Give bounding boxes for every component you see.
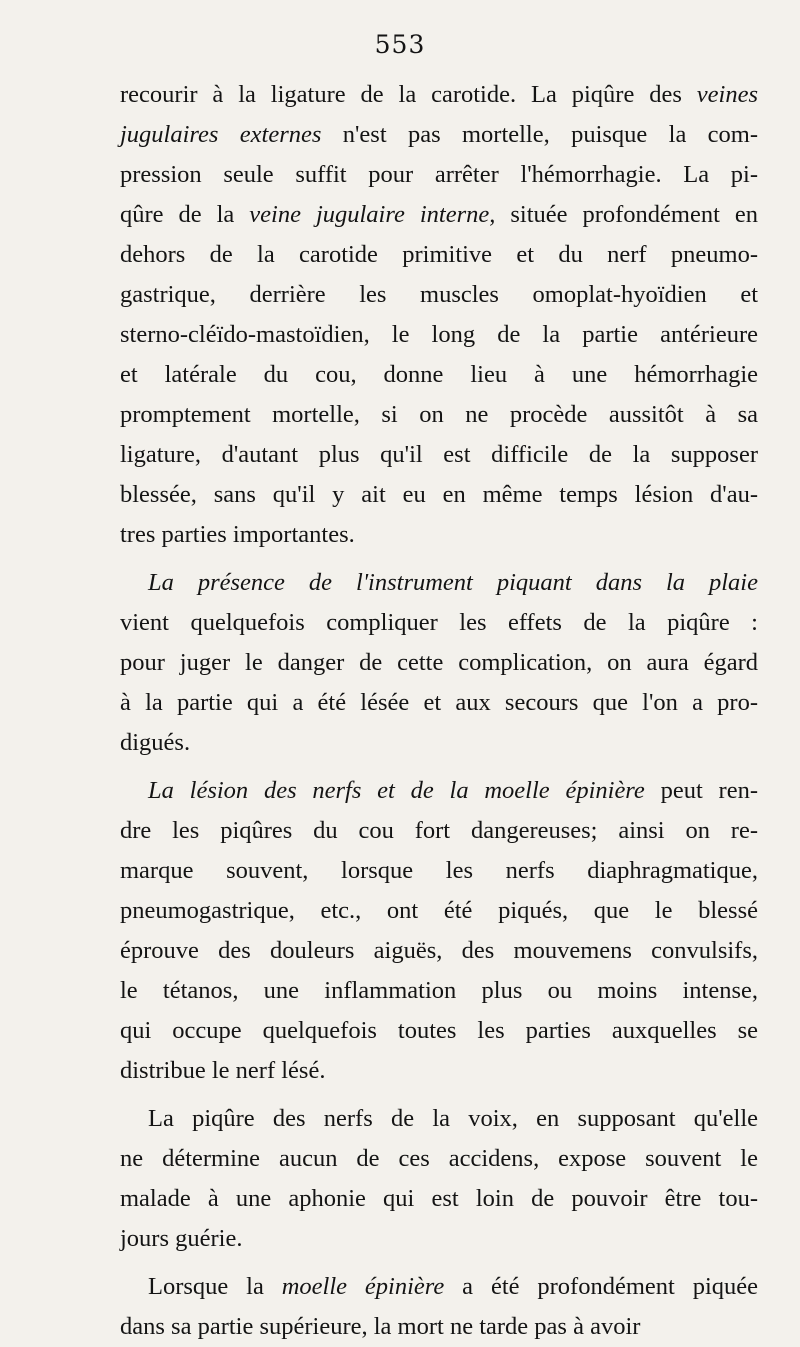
text-line [120, 435, 758, 475]
text-line [120, 1179, 758, 1219]
italic-text: veine jugulaire interne, [249, 201, 496, 228]
text-line [120, 395, 758, 435]
text-line [120, 275, 758, 315]
text-line [120, 1051, 758, 1091]
text-line [120, 971, 758, 1011]
text-line [120, 115, 758, 155]
text-line [120, 475, 758, 515]
text-line [120, 563, 758, 603]
text-segment: dans sa partie supérieure, la mort ne tarde pas à avoir [120, 1313, 641, 1340]
text-line [120, 603, 758, 643]
italic-text: moelle épinière [281, 1273, 445, 1300]
paragraph [120, 75, 758, 555]
text-line [120, 315, 758, 355]
text-line [120, 235, 758, 275]
text-segment: digués. [120, 729, 191, 756]
text-segment: peut ren- [644, 777, 758, 804]
text-line [120, 155, 758, 195]
text-segment: recourir à la ligature de la carotide. La piqûre des [120, 81, 697, 108]
paragraph [120, 563, 758, 763]
body-text [120, 75, 758, 1347]
text-line [120, 75, 758, 115]
text-segment: dre les piqûres du cou fort dangereuses; ainsi on re- [120, 817, 758, 844]
text-segment: tres parties importantes. [120, 521, 355, 548]
text-segment: promptement mortelle, si on ne procède aussitôt à sa [120, 401, 758, 428]
text-line [120, 515, 758, 555]
text-segment: sterno-cléïdo-mastoïdien, le long de la partie antérieure [120, 321, 758, 348]
text-line [120, 355, 758, 395]
text-line [120, 683, 758, 723]
text-segment: qui occupe quelquefois toutes les parties auxquelles se [120, 1017, 758, 1044]
text-segment: jours guérie. [120, 1225, 243, 1252]
text-segment: distribue le nerf lésé. [120, 1057, 326, 1084]
text-segment: ne détermine aucun de ces accidens, expose souvent le [120, 1145, 758, 1172]
text-segment: à la partie qui a été lésée et aux secours que l'on a pro- [120, 689, 758, 716]
paragraph [120, 771, 758, 1091]
paragraph [120, 1267, 758, 1347]
text-line [120, 1307, 758, 1347]
text-line [120, 771, 758, 811]
text-line [120, 723, 758, 763]
text-line [120, 643, 758, 683]
text-line [120, 195, 758, 235]
text-line [120, 1219, 758, 1259]
text-segment: le tétanos, une inflammation plus ou moins intense, [120, 977, 758, 1004]
text-segment: située profondément en [495, 201, 759, 228]
text-segment: et latérale du cou, donne lieu à une hémorrhagie [120, 361, 758, 388]
text-line [120, 1267, 758, 1307]
text-line [120, 1139, 758, 1179]
text-segment: n'est pas mortelle, puisque la com- [321, 121, 758, 148]
paragraph [120, 1099, 758, 1259]
text-line [120, 891, 758, 931]
text-segment: dehors de la carotide primitive et du nerf pneumo- [120, 241, 758, 268]
text-line [120, 1011, 758, 1051]
text-segment: pneumogastrique, etc., ont été piqués, que le blessé [120, 897, 758, 924]
text-line [120, 851, 758, 891]
text-line [120, 811, 758, 851]
italic-text: La lésion des nerfs et de la moelle épinière [148, 777, 645, 804]
page-number: 553 [374, 30, 426, 59]
text-segment: ligature, d'autant plus qu'il est difficile de la supposer [120, 441, 758, 468]
text-segment: Lorsque la [148, 1273, 282, 1300]
text-segment: a été profondément piquée [444, 1273, 758, 1300]
text-segment: La piqûre des nerfs de la voix, en supposant qu'elle [148, 1105, 758, 1132]
text-line [120, 931, 758, 971]
text-segment: malade à une aphonie qui est loin de pouvoir être tou- [120, 1185, 758, 1212]
text-segment: gastrique, derrière les muscles omoplat-hyoïdien et [120, 281, 758, 308]
text-segment: marque souvent, lorsque les nerfs diaphragmatique, [120, 857, 758, 884]
text-segment: blessée, sans qu'il y ait eu en même temps lésion d'au- [120, 481, 758, 508]
text-line [120, 1099, 758, 1139]
text-segment: éprouve des douleurs aiguës, des mouvemens convulsifs, [120, 937, 758, 964]
text-segment: qûre de la [120, 201, 250, 228]
italic-text: jugulaires externes [120, 121, 322, 148]
text-segment: vient quelquefois compliquer les effets de la piqûre : [120, 609, 758, 636]
italic-text: La présence de l'instrument piquant dans la plaie [148, 569, 758, 596]
text-segment: pour juger le danger de cette complication, on aura égard [120, 649, 758, 676]
italic-text: veines [696, 81, 758, 108]
text-segment: pression seule suffit pour arrêter l'hémorrhagie. La pi- [120, 161, 758, 188]
